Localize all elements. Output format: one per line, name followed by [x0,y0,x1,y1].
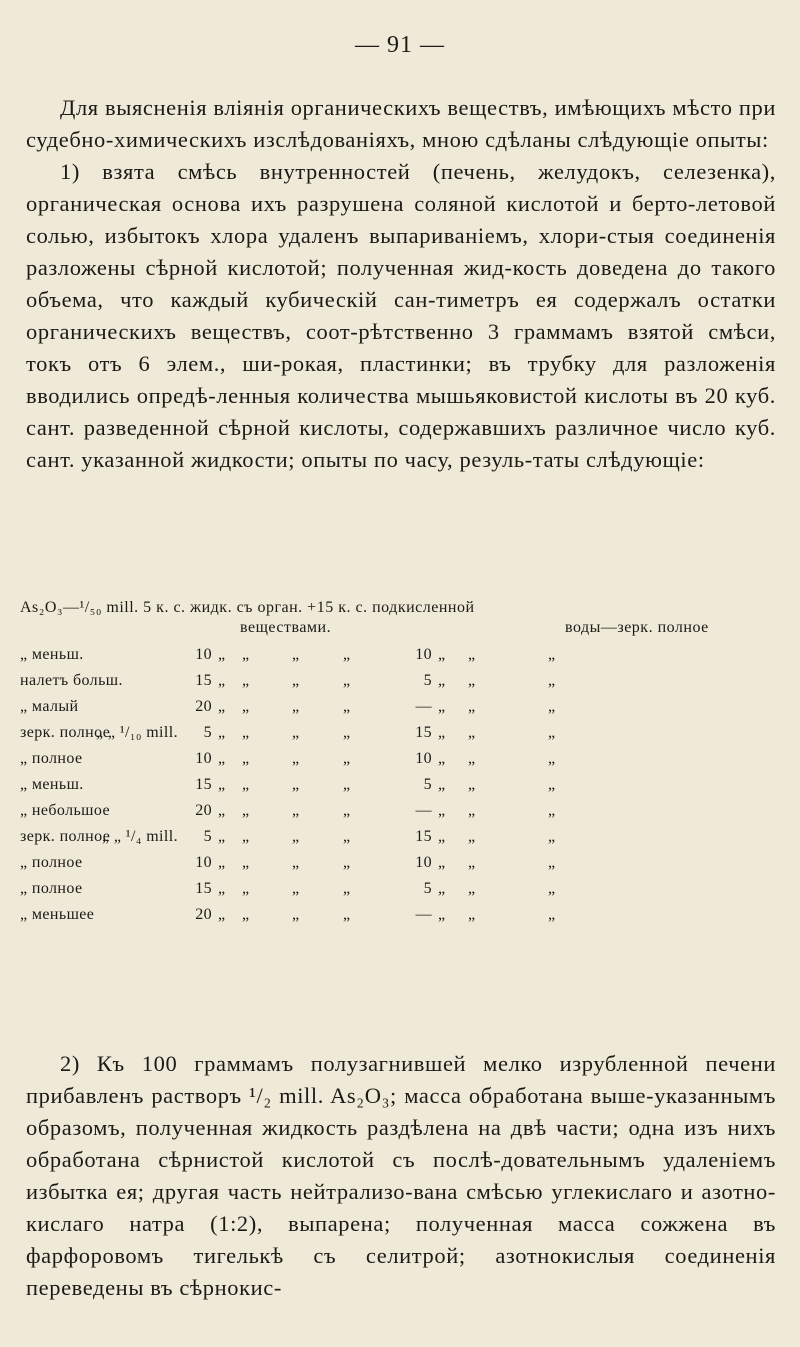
table-cell-m7: „ [548,750,556,767]
table-cell-result: „ полное [20,880,83,897]
table-cell-dose: 20 [195,698,212,715]
table-cell-result: „ полное [20,854,83,871]
table-cell-m7: „ [548,854,556,871]
table-cell-m1: „ [218,802,226,819]
table-row [20,903,780,927]
table-cell-result: „ меньшее [20,906,95,923]
table-cell-m2: „ [242,698,250,715]
table-cell-m1: „ [218,724,226,741]
table-cell-m5: „ [438,724,446,741]
table-header-line-1: As₂O₃—¹/₅₀ mill. 5 к. с. жидк. съ орган. +15 к. с. подкисленной [20,599,475,616]
table-cell-result: налетъ больш. [20,672,123,689]
table-cell-m1: „ [218,698,226,715]
table-cell-dose: 10 [195,750,212,767]
table-cell-m6: „ [468,880,476,897]
table-cell-m6: „ [468,750,476,767]
table-cell-result: „ меньш. [20,646,84,663]
table-cell-m4: „ [343,672,351,689]
table-cell-m1: „ [218,672,226,689]
table-cell-m1: „ [218,854,226,871]
table-cell-m6: „ [468,906,476,923]
table-cell-acid: 5 [423,672,432,689]
table-cell-m4: „ [343,698,351,715]
table-cell-m6: „ [468,828,476,845]
table-cell-dose: 5 [203,828,212,845]
table-cell-acid: — [415,802,432,819]
table-row [20,721,780,745]
table-cell-m2: „ [242,802,250,819]
table-cell-m7: „ [548,698,556,715]
table-cell-m3: „ [292,672,300,689]
table-cell-m1: „ [218,880,226,897]
table-row [20,851,780,875]
table-cell-m7: „ [548,880,556,897]
table-cell-m6: „ [468,698,476,715]
table-cell-m6: „ [468,672,476,689]
table-row [20,825,780,849]
table-cell-m7: „ [548,802,556,819]
table-cell-m1: „ [218,646,226,663]
table-cell-dose: 15 [195,880,212,897]
table-cell-acid: — [415,698,432,715]
table-cell-result: зерк. полное [20,724,111,741]
table-cell-m3: „ [292,828,300,845]
table-cell-m2: „ [242,724,250,741]
table-cell-m3: „ [292,698,300,715]
table-cell-acid: 10 [415,750,432,767]
table-cell-m3: „ [292,906,300,923]
experiment-1-paragraph: 1) взята смѣсь внутренностей (печень, желудокъ, селезенка), органическая основа ихъ разрушена соляной кислотой и берто-летовой солью, избытокъ хлора удаленъ выпариваніемъ, хлори-стыя соединенія разложены сѣрной кислотой; полученная жид-кость доведена до такого объема, что каждый кубическій сан-тиметръ ея содержалъ остатки органическихъ веществъ, соот-рѣтственно 3 граммамъ взятой смѣси, токъ отъ 6 элем., ши-рокая, пластинки; въ трубку для разложенія вводились опредѣ-ленныя количества мышьяковистой кислоты въ 20 куб. сант. разведенной сѣрной кислоты, содержавшихъ различное число куб. сант. указанной жидкости; опыты по часу, резуль-таты слѣдующіе: [26,159,776,472]
table-cell-pre: „ „ ¹/₄ mill. [101,828,178,845]
table-cell-m7: „ [548,672,556,689]
table-cell-m5: „ [438,802,446,819]
table-cell-acid: 5 [423,776,432,793]
table-row [20,877,780,901]
table-cell-dose: 10 [195,646,212,663]
table-cell-m5: „ [438,698,446,715]
table-cell-m3: „ [292,750,300,767]
table-cell-acid: 10 [415,646,432,663]
table-cell-m4: „ [343,802,351,819]
table-row [20,695,780,719]
table-row [20,669,780,693]
table-cell-m4: „ [343,828,351,845]
table-cell-m5: „ [438,646,446,663]
table-cell-m2: „ [242,854,250,871]
table-cell-m7: „ [548,776,556,793]
table-cell-dose: 20 [195,802,212,819]
table-cell-m7: „ [548,906,556,923]
table-cell-m6: „ [468,802,476,819]
table-cell-m3: „ [292,776,300,793]
table-row [20,747,780,771]
table-header-line-2b: воды—зерк. полное [565,619,709,636]
table-cell-acid: 15 [415,828,432,845]
table-cell-m7: „ [548,828,556,845]
table-cell-dose: 5 [203,724,212,741]
table-cell-acid: 15 [415,724,432,741]
table-cell-m5: „ [438,776,446,793]
table-cell-m4: „ [343,776,351,793]
table-cell-m5: „ [438,750,446,767]
table-row [20,799,780,823]
table-cell-m5: „ [438,880,446,897]
table-cell-result: „ малый [20,698,79,715]
table-cell-dose: 15 [195,776,212,793]
table-cell-m5: „ [438,672,446,689]
table-cell-m1: „ [218,828,226,845]
table-cell-m3: „ [292,646,300,663]
table-cell-m3: „ [292,724,300,741]
table-cell-dose: 15 [195,672,212,689]
table-cell-m1: „ [218,750,226,767]
table-cell-m2: „ [242,750,250,767]
page-number: — 91 — [355,32,445,58]
table-cell-m5: „ [438,828,446,845]
table-cell-acid: — [415,906,432,923]
table-cell-m4: „ [343,880,351,897]
table-cell-m4: „ [343,854,351,871]
table-cell-m4: „ [343,646,351,663]
table-header-line-2a: веществами. [240,619,332,636]
table-cell-result: зерк. полное [20,828,111,845]
table-cell-m2: „ [242,880,250,897]
table-cell-m3: „ [292,880,300,897]
table-cell-m6: „ [468,724,476,741]
table-cell-m2: „ [242,906,250,923]
table-cell-m3: „ [292,802,300,819]
table-cell-pre: „ „ ¹/₁₀ mill. [96,724,178,741]
table-cell-m6: „ [468,776,476,793]
table-cell-m1: „ [218,776,226,793]
table-cell-m4: „ [343,750,351,767]
table-cell-m2: „ [242,646,250,663]
table-cell-m4: „ [343,724,351,741]
table-cell-m3: „ [292,854,300,871]
table-cell-dose: 10 [195,854,212,871]
table-row [20,643,780,667]
table-cell-m7: „ [548,646,556,663]
table-cell-result: „ полное [20,750,83,767]
table-cell-dose: 20 [195,906,212,923]
table-cell-m6: „ [468,646,476,663]
table-row [20,773,780,797]
table-cell-m6: „ [468,854,476,871]
experiment-2-paragraph: 2) Къ 100 граммамъ полузагнившей мелко изрубленной печени прибавленъ растворъ ¹/₂ mill. As₂O₃; масса обработана выше-указаннымъ образомъ, полученная жидкость раздѣлена на двѣ части; одна изъ нихъ обработана сѣрнистой кислотой съ послѣ-довательнымъ удаленіемъ избытка ея; другая часть нейтрализо-вана смѣсью углекислаго и азотно-кислаго натра (1:2), выпарена; полученная масса сожжена въ фарфоровомъ тигелькѣ съ селитрой; азотнокислыя соединенія переведены въ сѣрнокис- [26,1051,776,1300]
table-cell-result: „ небольшое [20,802,110,819]
table-cell-m7: „ [548,724,556,741]
table-cell-acid: 5 [423,880,432,897]
table-cell-acid: 10 [415,854,432,871]
intro-paragraph-block [26,92,776,476]
intro-paragraph: Для выясненія вліянія органическихъ веществъ, имѣющихъ мѣсто при судебно-химическихъ изслѣдованіяхъ, мною сдѣланы слѣдующіе опыты: [26,95,776,152]
table-cell-m2: „ [242,828,250,845]
table-cell-m5: „ [438,854,446,871]
table-cell-m1: „ [218,906,226,923]
table-cell-m5: „ [438,906,446,923]
table-cell-m2: „ [242,776,250,793]
table-cell-m4: „ [343,906,351,923]
table-cell-m2: „ [242,672,250,689]
table-cell-result: „ меньш. [20,776,84,793]
